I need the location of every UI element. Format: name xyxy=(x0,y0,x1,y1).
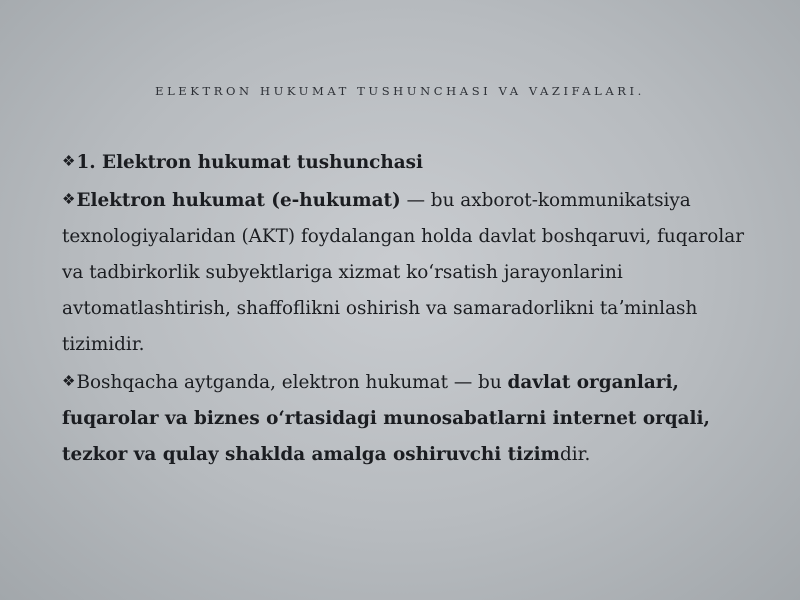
paragraph-2 xyxy=(62,181,750,363)
diamond-bullet-icon: ❖ xyxy=(62,372,76,390)
paragraph-3 xyxy=(62,363,750,473)
paragraph-3-emphasis: davlat organlari, fuqarolar va biznes oʻrtasidagi munosabatlarni internet orqali, tezkor va qulay shaklda amalga oshiruvchi tizim xyxy=(62,372,710,465)
paragraph-3-ending: dir. xyxy=(560,444,591,465)
slide-content xyxy=(62,143,750,473)
paragraph-1 xyxy=(62,143,750,181)
paragraph-2-definition: — bu axborot-kommunikatsiya texnologiyalaridan (AKT) foydalangan holda davlat boshqaruvi, fuqarolar va tadbirkorlik subyektlariga xizmat koʻrsatish jarayonlarini avtomatlashtirish, shaffoflikni oshirish va samaradorlikni taʼminlash tizimidir. xyxy=(62,190,745,355)
diamond-bullet-icon: ❖ xyxy=(62,152,76,170)
diamond-bullet-icon: ❖ xyxy=(62,190,76,208)
slide-title: ELEKTRON HUKUMAT TUSHUNCHASI VA VAZIFALARI. xyxy=(155,84,645,98)
paragraph-2-term: Elektron hukumat (e-hukumat) xyxy=(76,190,401,211)
paragraph-3-intro: Boshqacha aytganda, elektron hukumat — bu xyxy=(76,372,508,393)
paragraph-1-heading: 1. Elektron hukumat tushunchasi xyxy=(76,152,424,173)
